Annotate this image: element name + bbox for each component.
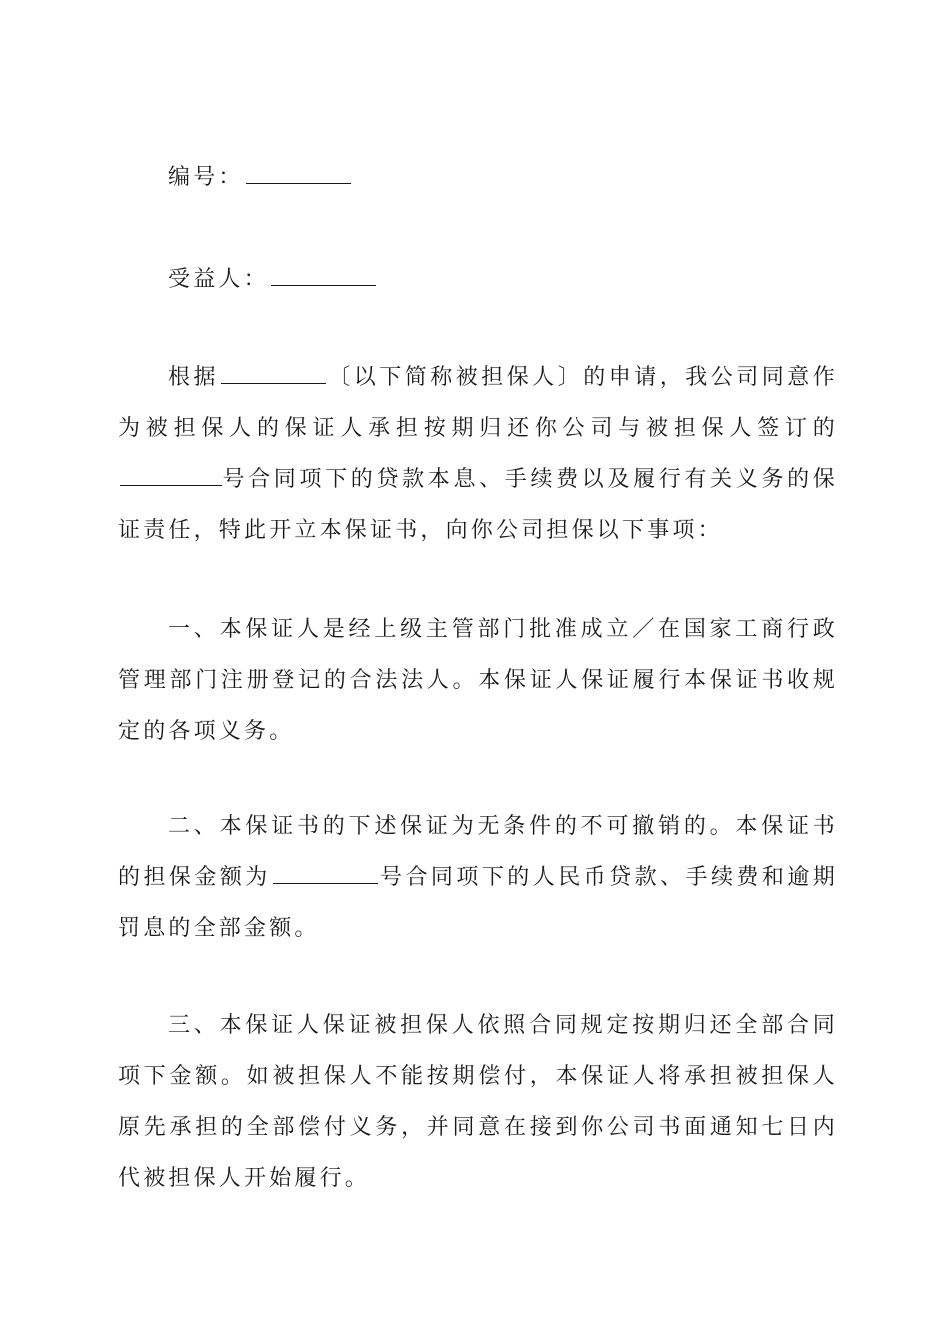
clause-two-text-2: 号合同项下的人民币贷款、手续费和逾期罚息的全部金额。 <box>118 865 838 941</box>
beneficiary-label: 受益人： <box>168 267 269 292</box>
number-line <box>118 152 838 203</box>
clause-three-text: 三、本保证人保证被担保人依照合同规定按期归还全部合同项下金额。如被担保人不能按期偿付，本保证人将承担被担保人原先承担的全部偿付义务，并同意在接到你公司书面通知七日内代被担保人开始履行。 <box>118 1013 838 1191</box>
number-blank <box>246 165 351 184</box>
intro-text-2: 〔以下简称被担保人〕的申请，我公司同意作为被担保人的保证人承担按期归还你公司与被担保人签订的 <box>118 365 838 441</box>
contract-number-blank <box>120 467 222 486</box>
applicant-blank <box>221 365 326 384</box>
guarantee-contract-blank <box>273 865 378 884</box>
clause-one-text: 一、本保证人是经上级主管部门批准成立／在国家工商行政管理部门注册登记的合法法人。本保证人保证履行本保证书收规定的各项义务。 <box>118 617 838 744</box>
beneficiary-blank <box>271 267 376 286</box>
clause-three <box>118 1000 838 1204</box>
beneficiary-line <box>118 254 838 305</box>
clause-two <box>118 801 838 954</box>
intro-paragraph <box>118 352 838 556</box>
number-label: 编号： <box>168 165 244 190</box>
clause-two-text-1: 二、本保证书的下述保证为无条件的不可撤销的。本保证书的担保金额为 <box>118 814 838 890</box>
clause-one <box>118 604 838 757</box>
intro-text-1: 根据 <box>168 365 219 390</box>
intro-text-3: 号合同项下的贷款本息、手续费以及履行有关义务的保证责任，特此开立本保证书，向你公司担保以下事项： <box>118 467 838 543</box>
